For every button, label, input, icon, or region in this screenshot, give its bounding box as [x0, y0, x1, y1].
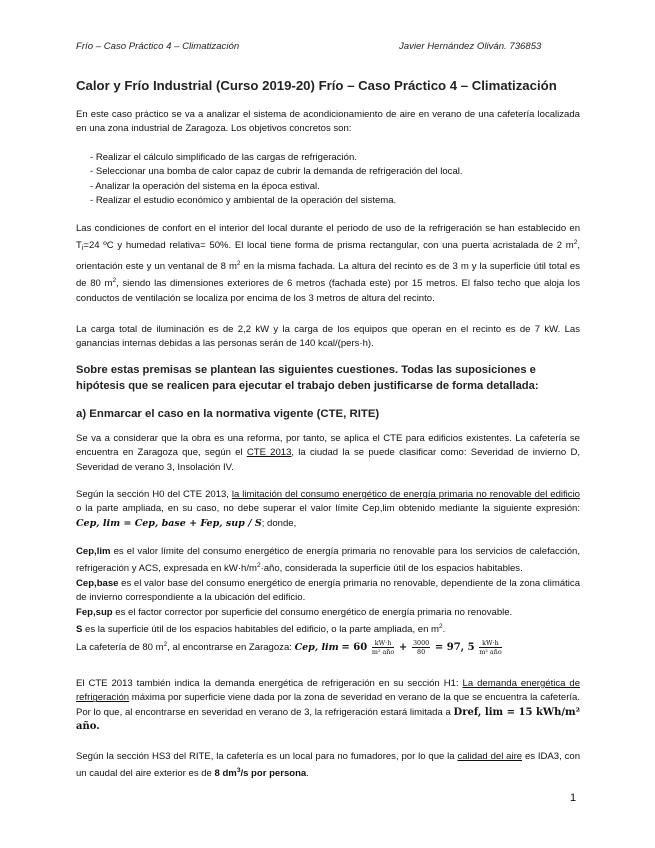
header-left: Frío – Caso Práctico 4 – Climatización: [76, 41, 240, 52]
definition-item: S es la superficie útil de los espacios habitables del edificio, o la parte ampliada, en $m^2$.: [76, 623, 446, 636]
cte-link[interactable]: CTE 2013: [246, 447, 292, 459]
list-item: - Realizar el cálculo simplificado de las cargas de refrigeración.: [90, 152, 357, 163]
h1-paragraph: El CTE 2013 también indica la demanda energética de refrigeración en su sección H1: La demanda energética de refrigeración máxima por superficie viene dada por la zona de severidad en verano de la que se encuentra la cafetería. Por lo que, al encontrarse en severidad en verano de 3, la refrigeración estará limitada a Dref, lim = 15 kWh/m² año.: [76, 678, 581, 733]
conditions-paragraph: Las condiciones de confort en el interior del local durante el periodo de uso de la refrigeración se han establecido en $T_i=24$ ºC y humedad relativa= 50%. El local tiene forma de prisma rectangular, con una puerta acristalada de 2 $m^2$, orientación este y un ventanal de 8 $m^2$ en la misma fachada. La altura del recinto es de 3 m y la superficie útil total es de 80 $m^2$, siendo las dimensiones exteriores de 6 metros (fachada este) por 15 metros. El falso techo que aloja los conductos de ventilación se localiza por encima de los 3 metros de altura del recinto.: [76, 223, 581, 304]
cte-paragraph: Se va a considerar que la obra es una reforma, por tanto, se aplica el CTE para edificios existentes. La cafetería se encuentra en Zaragoza que, según el CTE 2013, la ciudad la se puede clasificar como: Severidad de invierno D, Severidad de verano 3, Insolación IV.: [76, 433, 580, 473]
cep-formula: Cep, lim = Cep, base + Fep, sup / S: [76, 517, 262, 529]
value-fraction: $\frac{3000}{80}$: [412, 639, 430, 657]
air-quality-link[interactable]: calidad del aire: [457, 751, 523, 762]
definition-item: Cep,base es el valor base del consumo energético de energía primaria no renovable, dependiente de la zona climática de invierno correspondiente a la ubicación del edificio.: [76, 577, 580, 604]
section-a-heading: a) Enmarcar el caso en la normativa vigente (CTE, RITE): [76, 408, 380, 420]
unit-fraction: $\frac{kW\cdot h}{\text{m² año}}$: [371, 639, 395, 657]
h1-link[interactable]: La demanda energética de refrigeración: [76, 678, 581, 704]
list-item: - Realizar el estudio económico y ambiental de la operación del sistema.: [90, 195, 397, 207]
document-title: Calor y Frío Industrial (Curso 2019-20) Frío – Caso Práctico 4 – Climatización: [76, 78, 557, 93]
header-right: Javier Hernández Oliván. 736853: [399, 41, 542, 52]
loads-paragraph: [76, 323, 580, 352]
intro-text: En este caso práctico se va a analizar el sistema de acondicionamiento de aire en verano de una cafetería localizada en una zona industrial de Zaragoza. Los objetivos concretos son:: [76, 109, 580, 135]
definition-item: Fep,sup es el factor corrector por superficie del consumo energético de energía primaria no renovable.: [76, 606, 513, 618]
dref-value: Dref, lim = 15 kWh/m² año.: [76, 706, 581, 733]
h0-link[interactable]: la limitación del consumo energético de energía primaria no renovable del edificio: [231, 489, 580, 500]
page-number: 1: [570, 792, 577, 804]
hs3-paragraph: Según la sección HS3 del RITE, la cafetería es un local para no fumadores, por lo que la calidad del aire es IDA3, con un caudal del aire exterior es de 8 $dm^3/s$ por persona.: [76, 751, 581, 780]
question-heading: Sobre estas premisas se plantean las siguientes cuestiones. Todas las suposiciones e hipótesis que se realicen para ejecutar el trabajo deben justificarse de forma detallada:: [76, 364, 539, 392]
list-item: - Seleccionar una bomba de calor capaz de cubrir la demanda de refrigeración del local.: [90, 166, 463, 178]
calc-lhs: Cep, lim: [294, 642, 339, 654]
loads-text: La carga total de iluminación es de 2,2 kW y la carga de los equipos que operan en el recinto es de 7 kW. Las ganancias internas debidas a las personas serán de 140 kcal/(pers·h).: [76, 324, 580, 350]
intro-paragraph: [76, 108, 580, 137]
definitions-block: [76, 545, 580, 656]
list-item: - Analizar la operación del sistema en la época estival.: [90, 180, 320, 192]
objectives-list: [76, 151, 580, 209]
calc-line: La cafetería de 80 $m^2$, al encontrarse en Zaragoza: Cep, lim = 60 $\frac{kW\cdot h}{\text{m² año}}$ + $\frac{3000}{80}$ = 97, 5 $\frac{kW\cdot h}{\text{m² año}}$: [76, 639, 502, 657]
calc-result: = 97, 5: [434, 642, 475, 654]
unit-fraction: $\frac{kW\cdot h}{\text{m² año}}$: [479, 639, 502, 657]
h0-paragraph: Según la sección H0 del CTE 2013, la limitación del consumo energético de energía primaria no renovable del edificio o la parte ampliada, en su caso, no debe superar el valor límite Cep,lim obtenido mediante la siguiente expresión: Cep, lim = Cep, base + Fep, sup / S; donde,: [76, 489, 580, 529]
definition-item: Cep,lim es el valor límite del consumo energético de energía primaria no renovable para los servicios de calefacción, refrigeración y ACS, expresada en $kW\cdot h/m^2\cdot año$, considerada la superficie útil de los espacios habitables.: [76, 546, 580, 575]
